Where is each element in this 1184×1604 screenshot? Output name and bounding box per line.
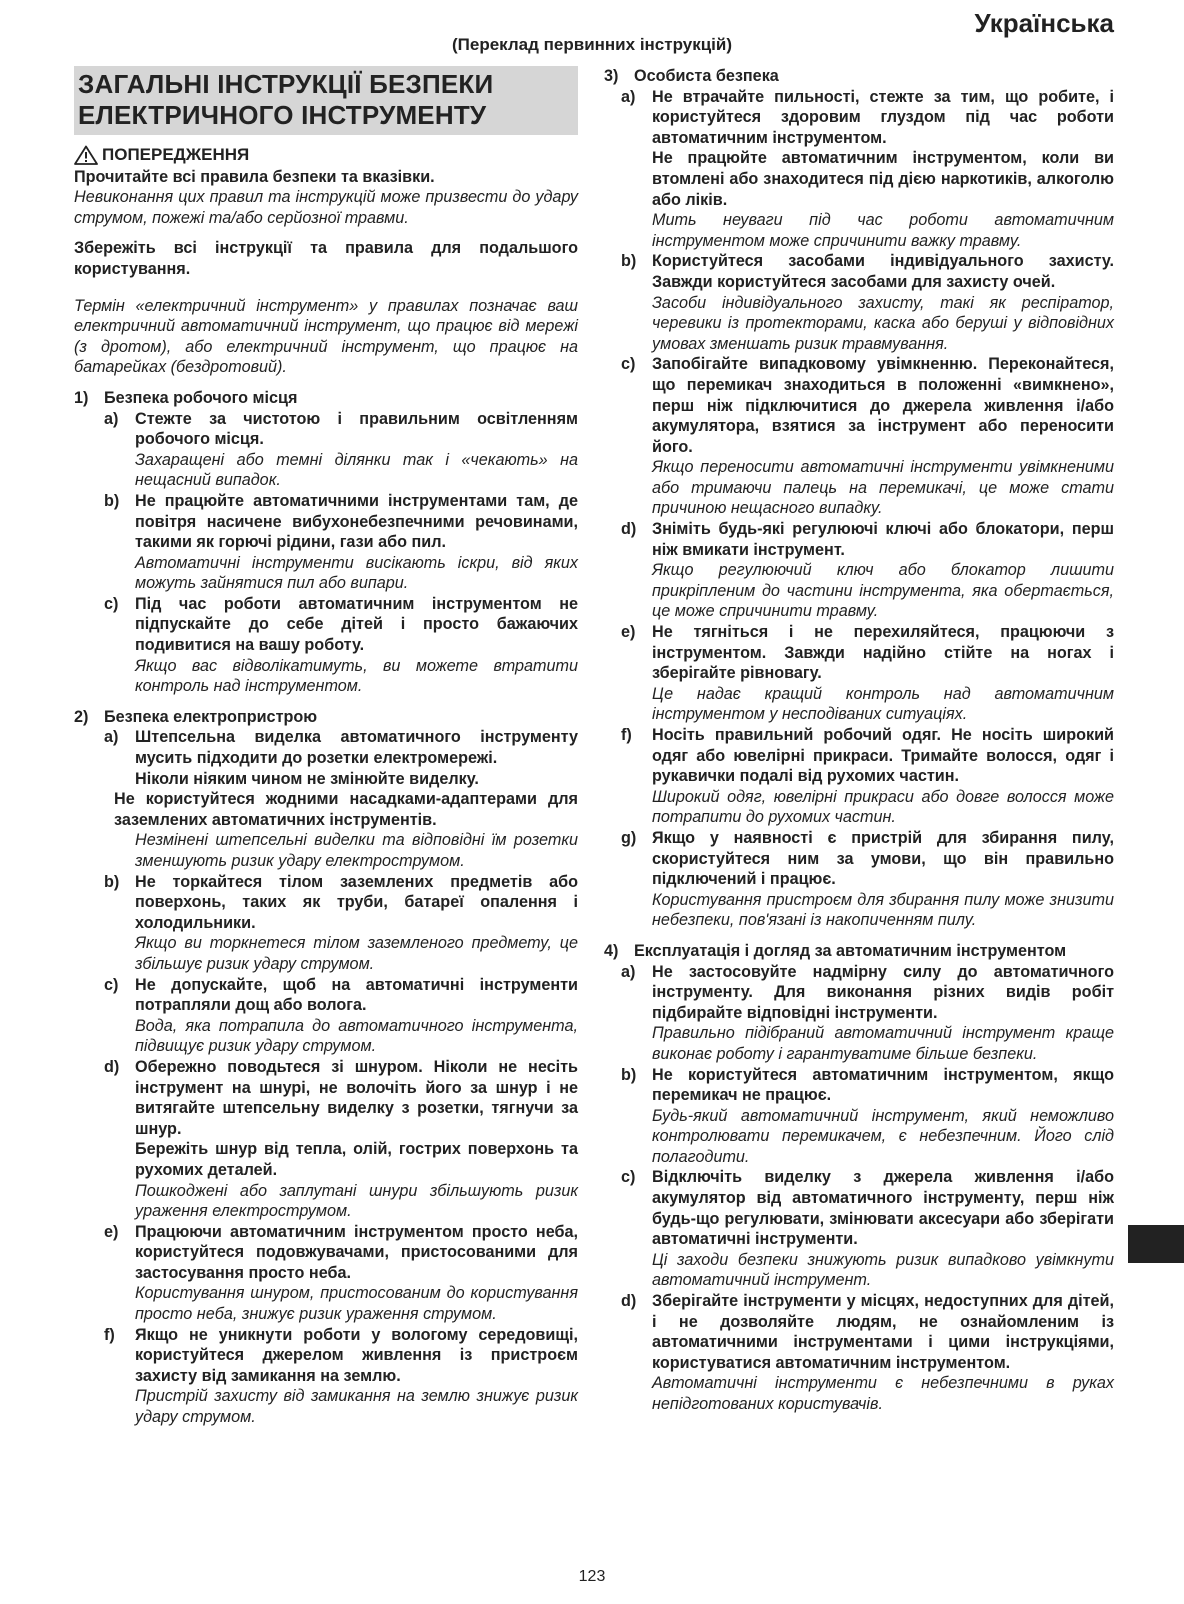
section-title: Особиста безпека (634, 67, 779, 85)
item-bold: Не користуйтеся автоматичним інструментом, якщо перемикач не працює. (652, 1065, 1114, 1105)
list-item (604, 962, 1114, 1065)
list-item (604, 1167, 1114, 1291)
item-italic: Незмінені штепсельні виделки та відповідні їм розетки зменшують ризик удару електрострумом. (135, 831, 578, 870)
section-tab-marker (1128, 1225, 1184, 1263)
list-item (74, 1222, 578, 1325)
warning-bold: Прочитайте всі правила безпеки та вказівки. (74, 167, 435, 186)
item-italic: Правильно підібраний автоматичний інструмент краще виконає роботу і гарантуватиме більше безпеки. (652, 1024, 1114, 1063)
item-bold: Зніміть будь-які регулюючі ключі або блокатори, перш ніж вмикати інструмент. (652, 520, 1114, 559)
item-bold: Якщо у наявності є пристрій для збирання пилу, скористуйтеся ним за умови, що він правильно підключений і працює. (652, 828, 1114, 889)
item-bold: Штепсельна виделка автоматичного інструменту мусить підходити до розетки електромережі. (135, 728, 578, 768)
section-2-heading (74, 707, 578, 728)
section-4-heading (604, 941, 1114, 962)
item-letter: b) (104, 491, 120, 510)
section-3-heading (604, 66, 1114, 87)
item-bold: Не працюйте автоматичними інструментами там, де повітря насичене вибухонебезпечними речовинами, такими як горючі рідини, гази або пил. (135, 491, 578, 552)
item-letter: b) (104, 872, 120, 891)
list-item (74, 1325, 578, 1428)
item-letter: c) (621, 1168, 636, 1187)
item-bold: Не тягніться і не перехиляйтеся, працюючи з інструментом. Завжди надійно стійте на ногах і зберігайте рівновагу. (652, 623, 1114, 683)
warning-heading (74, 145, 578, 166)
warning-triangle-icon (74, 145, 98, 165)
list-item (604, 1065, 1114, 1168)
section-number: 3) (604, 67, 619, 85)
page-number: 123 (578, 1568, 606, 1585)
item-letter: b) (621, 252, 637, 271)
list-item (74, 727, 578, 789)
item-letter: a) (621, 87, 636, 106)
item-letter: a) (104, 728, 119, 747)
left-column (74, 66, 578, 1428)
item-bold: Користуйтеся засобами індивідуального захисту. Завжди користуйтеся засобами для захисту очей. (652, 252, 1114, 291)
list-item (74, 594, 578, 697)
list-item (74, 409, 578, 491)
item-letter: g) (621, 828, 637, 847)
item-bold: Не застосовуйте надмірну силу до автоматичного інструменту. Для виконання різних видів робіт підбирайте відповідні інструменти. (652, 962, 1114, 1022)
list-item (74, 1057, 578, 1222)
section-number: 2) (74, 707, 89, 726)
warning-italic: Невиконання цих правил та інструкцій може призвести до удару струмом, пожежі та/або серйозної травми. (74, 188, 578, 227)
item-italic: Пошкоджені або заплутані шнури збільшують ризик ураження електрострумом. (135, 1181, 578, 1221)
section-number: 4) (604, 941, 619, 960)
list-item (604, 354, 1114, 519)
section-1-heading (74, 388, 578, 409)
item-italic: Широкий одяг, ювелірні прикраси або довге волосся може потрапити до рухомих частин. (652, 787, 1114, 827)
item-italic: Автоматичні інструменти висікають іскри, від яких можуть зайнятися пил або випари. (135, 553, 578, 593)
item-bold: Стежте за чистотою і правильним освітленням робочого місця. (135, 409, 578, 449)
item-letter: f) (621, 726, 632, 744)
right-column (604, 66, 1114, 1415)
list-item (604, 251, 1114, 354)
item-letter: e) (104, 1222, 119, 1241)
save-instructions: Збережіть всі інструкції та правила для подальшого користування. (74, 239, 578, 278)
title-box (74, 66, 578, 135)
item-letter: c) (621, 355, 636, 374)
item-italic: Вода, яка потрапила до автоматичного інструмента, підвищує ризик удару струмом. (135, 1016, 578, 1056)
item-italic: Якщо ви торкнетеся тілом заземленого предмету, це збільшує ризик удару струмом. (135, 934, 578, 973)
item-italic: Захаращені або темні ділянки так і «чекають» на нещасний випадок. (135, 450, 578, 490)
item-bold: Обережно поводьтеся зі шнуром. Ніколи не несіть інструмент на шнурі, не волочіть його за шнур і не витягайте штепсельну виделку з розетки, тягнучи за шнур. (135, 1057, 578, 1138)
section-title: Безпека електропристрою (104, 707, 318, 726)
item-bold: Не користуйтеся жодними насадками-адаптерами для заземлених автоматичних інструментів. (114, 790, 578, 829)
item-letter: d) (621, 1292, 637, 1311)
item-letter: a) (104, 409, 119, 428)
title-line-1: ЗАГАЛЬНІ ІНСТРУКЦІЇ БЕЗПЕКИ (78, 69, 494, 99)
item-bold: Запобігайте випадковому увімкненню. Переконайтеся, що перемикач знаходиться в положенні «вимкнено», перш ніж підключитися до джерела живлення і/або акумулятора, взятися за інструмент або переносити його. (652, 355, 1114, 456)
item-italic: Будь-який автоматичний інструмент, який неможливо контролювати перемикачем, є небезпечним. Його слід полагодити. (652, 1106, 1114, 1166)
item-bold: Під час роботи автоматичним інструментом не підпускайте до себе дітей і просто бажаючих подивитися на вашу роботу. (135, 594, 578, 655)
section-title: Експлуатація і догляд за автоматичним інструментом (634, 941, 1067, 960)
term-definition: Термін «електричний інструмент» у правилах позначає ваш електричний автоматичний інструмент, що працює від мережі (з дротом), або електричний інструмент, що працює на батарейках (бездротовий). (74, 296, 578, 377)
item-bold: Бережіть шнур від тепла, олій, гострих поверхонь та рухомих деталей. (135, 1140, 578, 1179)
item-bold: Зберігайте інструменти у місцях, недоступних для дітей, і не дозволяйте людям, не ознайомленим із автоматичними інструментами і цими інструкціями, користуватися автоматичним інструментом. (652, 1292, 1114, 1372)
item-bold: Не працюйте автоматичним інструментом, коли ви втомлені або знаходитеся під дією наркотиків, алкоголю або ліків. (652, 149, 1114, 209)
item-italic: Мить неуваги під час роботи автоматичним інструментом може спричинити важку травму. (652, 211, 1114, 250)
item-bold: Ніколи ніяким чином не змінюйте виделку. (135, 769, 479, 788)
item-letter: d) (104, 1057, 120, 1076)
item-letter: f) (104, 1325, 115, 1344)
item-italic: Автоматичні інструменти є небезпечними в руках непідготованих користувачів. (652, 1374, 1114, 1413)
item-letter: e) (621, 623, 636, 642)
list-item (604, 1291, 1114, 1415)
item-letter: a) (621, 962, 636, 981)
section-number: 1) (74, 388, 89, 407)
item-italic: Якщо регулюючий ключ або блокатор лишити прикріпленим до частини інструмента, яка обертається, це може спричинити травму. (652, 561, 1114, 621)
item-bold: Не допускайте, щоб на автоматичні інструменти потрапляли дощ або волога. (135, 975, 578, 1015)
item-bold: Працюючи автоматичним інструментом просто неба, користуйтеся подовжувачами, пристосованими для застосування просто неба. (135, 1222, 578, 1282)
translation-note: (Переклад первинних інструкцій) (451, 35, 732, 54)
item-italic: Якщо вас відволікатимуть, ви можете втратити контроль над інструментом. (135, 656, 578, 696)
item-bold: Носіть правильний робочий одяг. Не носіть широкий одяг або ювелірні прикраси. Тримайте волосся, одяг і рукавички подалі від рухомих частин. (652, 726, 1114, 786)
list-item (604, 519, 1114, 622)
list-item (74, 491, 578, 594)
item-italic: Користування шнуром, пристосованим до користування просто неба, знижує ризик ураження струмом. (135, 1284, 578, 1324)
item-italic: Пристрій захисту від замикання на землю знижує ризик удару струмом. (135, 1387, 578, 1427)
list-item (604, 87, 1114, 252)
title-line-2: ЕЛЕКТРИЧНОГО ІНСТРУМЕНТУ (78, 100, 487, 130)
item-letter: b) (621, 1065, 637, 1084)
list-item (604, 725, 1114, 828)
item-italic: Користування пристроєм для збирання пилу може знизити небезпеки, пов'язані із накопиченням пилу. (652, 890, 1114, 930)
item-italic: Якщо переносити автоматичні інструменти увімкненими або тримаючи палець на перемикачі, це може стати причиною нещасного випадку. (652, 458, 1114, 518)
warning-label: ПОПЕРЕДЖЕННЯ (102, 145, 250, 164)
language-label: Українська (974, 8, 1114, 38)
list-item (604, 828, 1114, 931)
list-item (74, 872, 578, 975)
item-italic: Ці заходи безпеки знижують ризик випадково увімкнути автоматичний інструмент. (652, 1250, 1114, 1290)
item-italic: Засоби індивідуального захисту, такі як респіратор, черевики із протекторами, каска або беруші у відповідних умовах зменшать ризик травмування. (652, 293, 1114, 353)
item-letter: c) (104, 975, 119, 994)
item-bold: Не втрачайте пильності, стежте за тим, що робите, і користуйтеся здоровим глуздом під час роботи автоматичним інструментом. (652, 87, 1114, 147)
item-bold: Відключіть виделку з джерела живлення і/або акумулятор від автоматичного інструменту, перш ніж будь-що регулювати, змінювати аксесуари або зберігати автоматичні інструменти. (652, 1168, 1114, 1249)
item-bold: Якщо не уникнути роботи у вологому середовищі, користуйтеся джерелом живлення із пристроєм захисту від замикання на землю. (135, 1325, 578, 1385)
item-letter: d) (621, 520, 637, 539)
section-title: Безпека робочого місця (104, 388, 298, 407)
list-item (604, 622, 1114, 725)
list-item (74, 975, 578, 1057)
item-bold: Не торкайтеся тілом заземлених предметів або поверхонь, таких як труби, батареї опалення і холодильники. (135, 872, 578, 932)
item-italic: Це надає кращий контроль над автоматичним інструментом у несподіваних ситуаціях. (652, 684, 1114, 724)
item-letter: c) (104, 594, 119, 613)
